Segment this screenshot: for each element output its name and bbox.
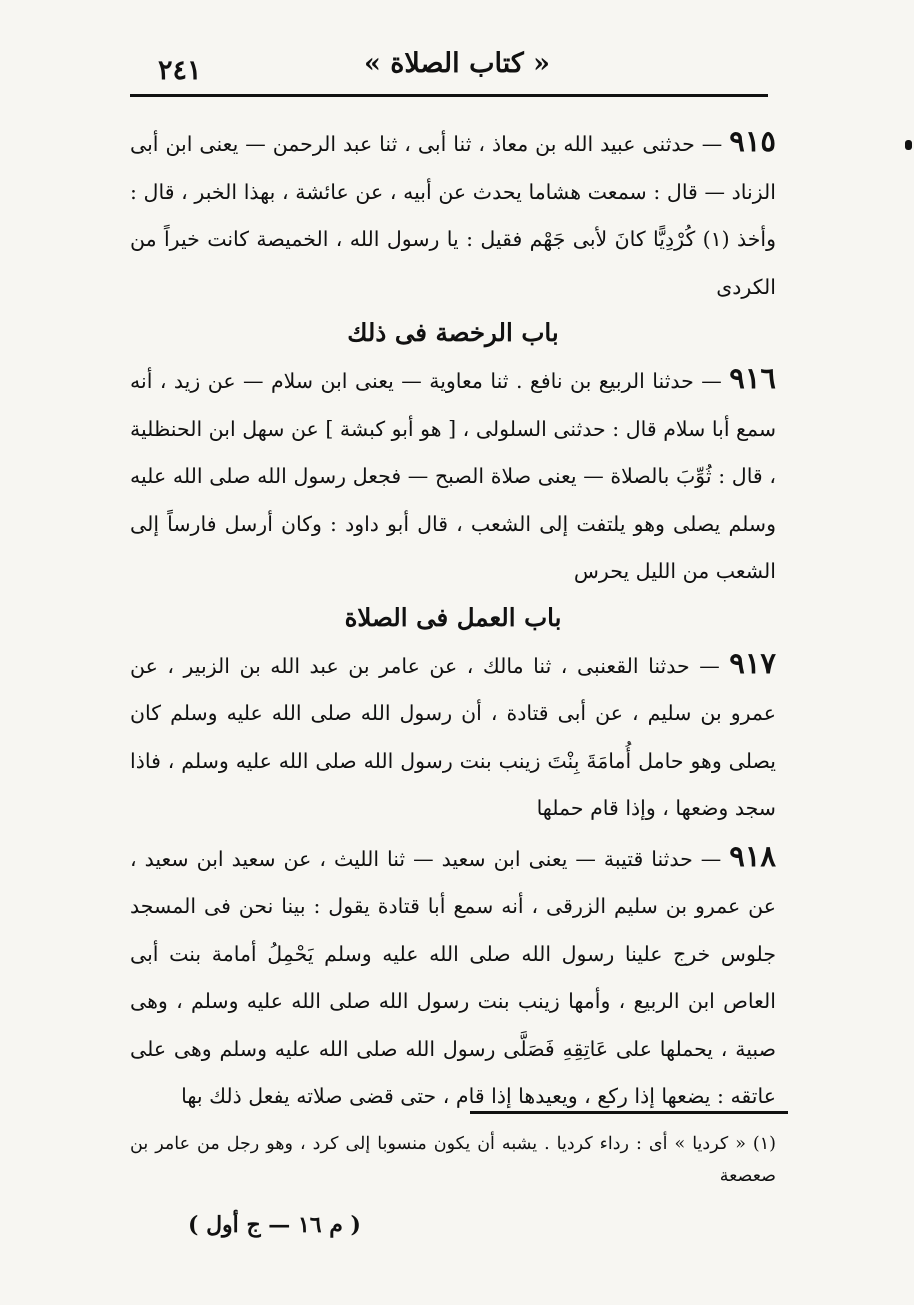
hadith-number: ٩١٥: [729, 124, 776, 158]
section-heading: باب الرخصة فى ذلك: [347, 318, 559, 347]
hadith-text: — حدثنا قتيبة — يعنى ابن سعيد — ثنا الليث ، عن سعيد ابن سعيد ، عن عمرو بن سليم الزرقى ، أنه سمع أبا قتادة يقول : بينا نحن فى المسجد جلوس خرج علينا رسول الله صلى الله عليه وسلم يَحْمِلُ أمامة بنت أبى العاص ابن الربيع ، وأمها زينب بنت رسول الله صلى الله عليه وسلم ، وهى صبية ، يحملها على عَاتِقِهِ فَصَلَّى رسول الله صلى الله عليه وسلم وهى على عاتقه : يضعها إذا ركع ، ويعيدها إذا قام ، حتى قضى صلاته يفعل ذلك بها: [130, 846, 776, 1108]
page-number: ٢٤١: [158, 55, 202, 86]
footnote: (١) « كرديا » أى : رداء كرديا . يشبه أن يكون منسوبا إلى كرد ، وهو رجل من عامر بن صعصعة: [130, 1134, 776, 1186]
hadith-number: ٩١٨: [729, 838, 776, 873]
footnote-rule: [470, 1111, 788, 1114]
hadith-number: ٩١٧: [729, 645, 776, 680]
hadith-text: — حدثنى عبيد الله بن معاذ ، ثنا أبى ، ثنا عبد الرحمن — يعنى ابن أبى الزناد — قال : سمعت هشاما يحدث عن أبيه ، عن عائشة ، بهذا الخبر ، قال : وأخذ (١) كُرْدِيًّا كانَ لأبى جَهْم فقيل : يا رسول الله ، الخميصة كانت خيراً من الكردى: [130, 132, 776, 299]
hadith-915: [130, 118, 776, 311]
hadith-text: — حدثنا القعنبى ، ثنا مالك ، عن عامر بن عبد الله بن الزبير ، عن عمرو بن سليم ، عن أبى قتادة ، أن رسول الله صلى الله عليه وسلم كان يصلى وهو حامل أُمامَةَ بِنْتَ زينب بنت رسول الله صلى الله عليه وسلم ، فاذا سجد وضعها ، وإذا قام حملها: [130, 653, 777, 820]
printer-signature: ( م ١٦ — ج أول ): [188, 1212, 361, 1238]
body-text: [130, 118, 776, 1121]
hadith-text: — حدثنا الربيع بن نافع . ثنا معاوية — يعنى ابن سلام — عن زيد ، أنه سمع أبا سلام قال : حدثنى السلولى ، [ هو أبو كبشة ] عن سهل ابن الحنظلية ، قال : ثُوِّبَ بالصلاة — يعنى صلاة الصبح — فجعل رسول الله صلى الله عليه وسلم يصلى وهو يلتفت إلى الشعب ، قال أبو داود : وكان أرسل فارساً إلى الشعب من الليل يحرس: [130, 369, 776, 583]
hadith-number: ٩١٦: [729, 361, 776, 395]
margin-mark: [905, 140, 912, 150]
running-title: « كتاب الصلاة »: [363, 48, 550, 79]
section-heading: باب العمل فى الصلاة: [344, 602, 562, 632]
header-rule: [130, 94, 768, 97]
hadith-918: [130, 833, 776, 1121]
hadith-916: [130, 355, 776, 596]
hadith-917: [130, 640, 776, 833]
